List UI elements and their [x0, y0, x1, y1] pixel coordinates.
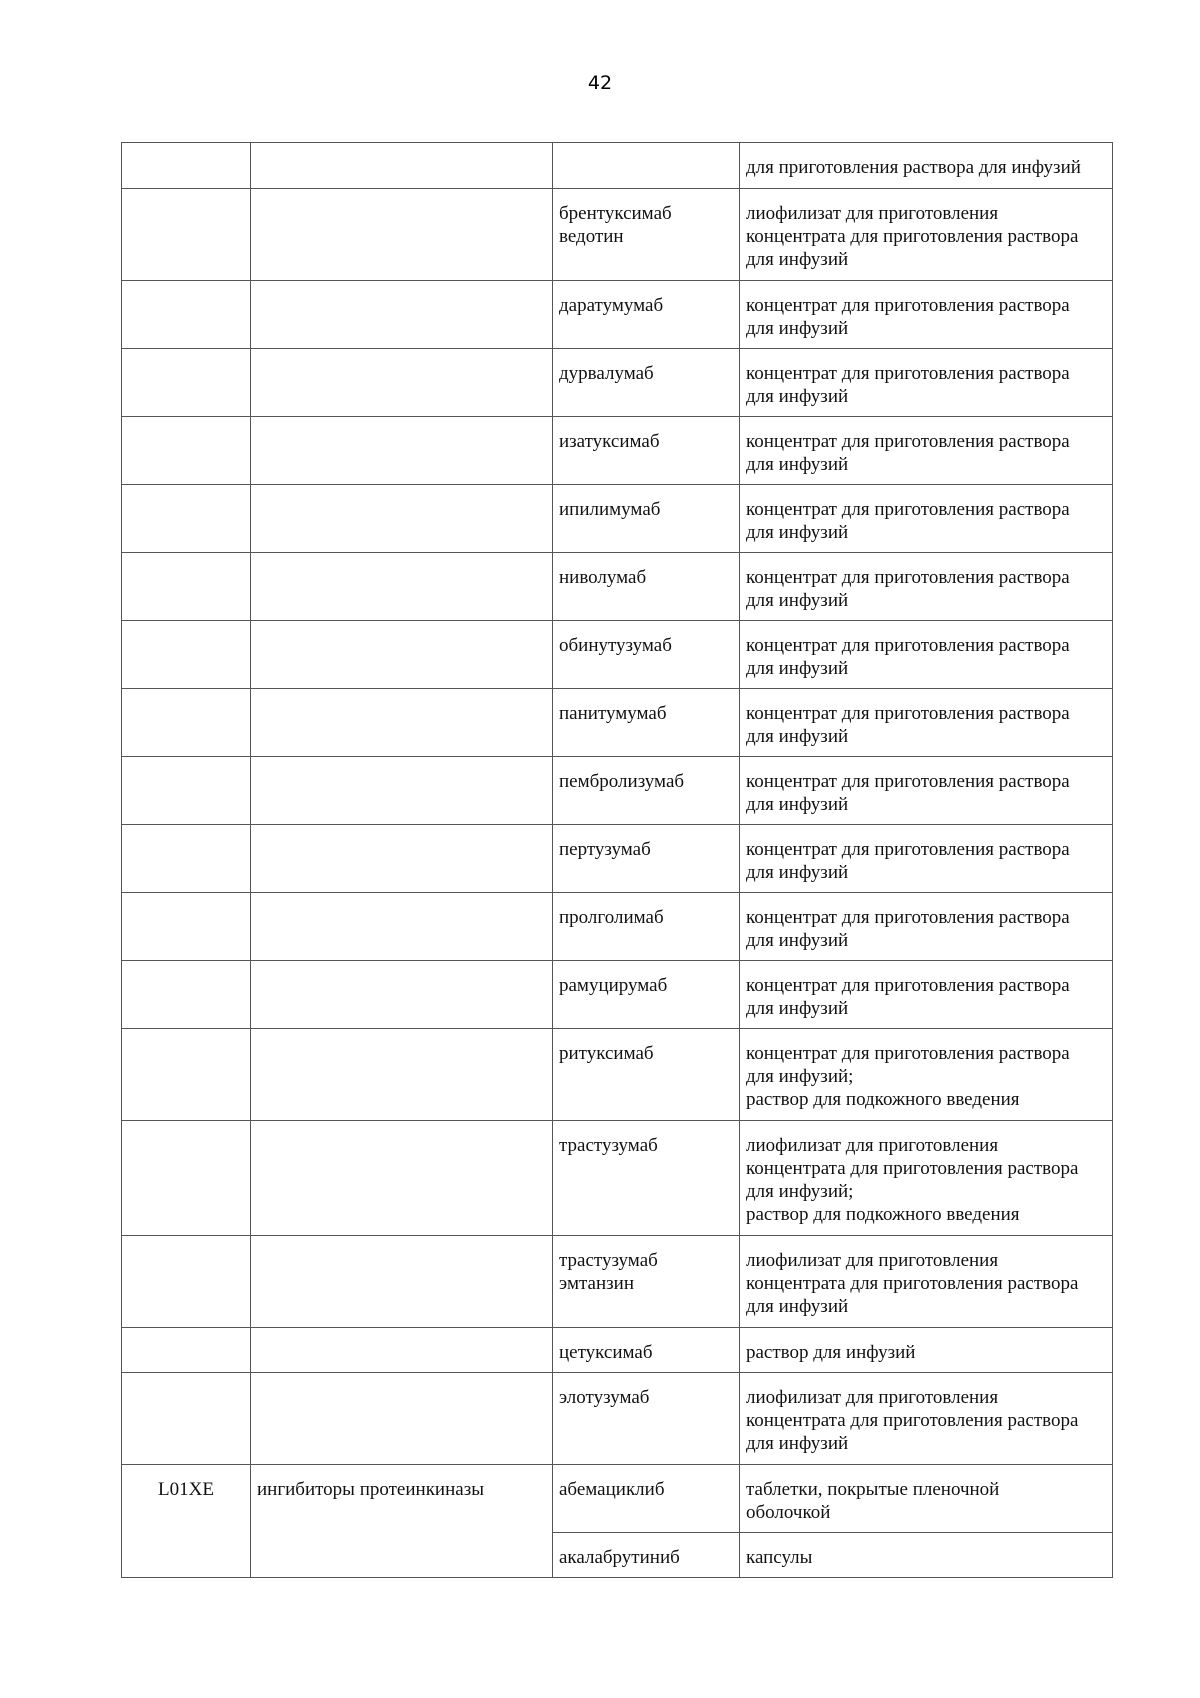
table-row: [122, 349, 1113, 417]
drug-name-cell: трастузумаб эмтанзин: [553, 1236, 740, 1328]
page-number: 42: [587, 72, 613, 94]
dosage-form-cell: концентрат для приготовления раствора для инфузий: [740, 961, 1113, 1029]
table-row: [122, 417, 1113, 485]
table-row: [122, 1328, 1113, 1373]
drug-name-cell: ипилимумаб: [553, 485, 740, 553]
atc-code-cell: [122, 1121, 251, 1236]
atc-code-cell: [122, 189, 251, 281]
table-row: [122, 689, 1113, 757]
drug-name-cell: ритуксимаб: [553, 1029, 740, 1121]
dosage-form-cell: лиофилизат для приготовления концентрата для приготовления раствора для инфузий: [740, 1236, 1113, 1328]
atc-code-cell: [122, 621, 251, 689]
atc-code-cell: [122, 281, 251, 349]
drug-name-cell: рамуцирумаб: [553, 961, 740, 1029]
dosage-form-cell: концентрат для приготовления раствора для инфузий: [740, 417, 1113, 485]
group-name-cell: [251, 1373, 553, 1465]
dosage-form-cell: концентрат для приготовления раствора для инфузий: [740, 349, 1113, 417]
drug-name-cell: цетуксимаб: [553, 1328, 740, 1373]
atc-code-cell: [122, 689, 251, 757]
table-row: [122, 143, 1113, 189]
table-row: [122, 1236, 1113, 1328]
atc-code-cell: [122, 1029, 251, 1121]
table-row: [122, 1465, 1113, 1533]
group-name-cell: [251, 961, 553, 1029]
group-name-cell: [251, 349, 553, 417]
table-row: [122, 485, 1113, 553]
drug-name-cell: трастузумаб: [553, 1121, 740, 1236]
atc-code-cell: [122, 417, 251, 485]
dosage-form-cell: концентрат для приготовления раствора для инфузий: [740, 757, 1113, 825]
drug-name-cell: пембролизумаб: [553, 757, 740, 825]
dosage-form-cell: таблетки, покрытые пленочной оболочкой: [740, 1465, 1113, 1533]
dosage-form-cell: лиофилизат для приготовления концентрата для приготовления раствора для инфузий: [740, 189, 1113, 281]
group-name-cell: [251, 621, 553, 689]
group-name-cell: [251, 825, 553, 893]
drug-name-cell: обинутузумаб: [553, 621, 740, 689]
drug-name-cell: [553, 143, 740, 189]
group-name-cell: [251, 1236, 553, 1328]
dosage-form-cell: концентрат для приготовления раствора для инфузий: [740, 689, 1113, 757]
drug-name-cell: панитумумаб: [553, 689, 740, 757]
table-row: [122, 1121, 1113, 1236]
table-row: [122, 1373, 1113, 1465]
atc-code-cell: [122, 485, 251, 553]
table-row: [122, 825, 1113, 893]
dosage-form-cell: концентрат для приготовления раствора для инфузий: [740, 825, 1113, 893]
group-name-cell: [251, 281, 553, 349]
group-name-cell: [251, 1121, 553, 1236]
dosage-form-cell: концентрат для приготовления раствора для инфузий: [740, 893, 1113, 961]
drug-name-cell: изатуксимаб: [553, 417, 740, 485]
dosage-form-cell: концентрат для приготовления раствора для инфузий: [740, 621, 1113, 689]
drug-name-cell: даратумумаб: [553, 281, 740, 349]
dosage-form-cell: концентрат для приготовления раствора для инфузий; раствор для подкожного введения: [740, 1029, 1113, 1121]
group-name-cell: [251, 1328, 553, 1373]
drug-name-cell: брентуксимаб ведотин: [553, 189, 740, 281]
table-row: [122, 1029, 1113, 1121]
atc-code-cell: [122, 1328, 251, 1373]
drug-name-cell: пролголимаб: [553, 893, 740, 961]
table-row: [122, 281, 1113, 349]
group-name-cell: ингибиторы протеинкиназы: [251, 1465, 553, 1578]
drug-name-cell: акалабрутиниб: [553, 1533, 740, 1578]
group-name-cell: [251, 689, 553, 757]
dosage-form-cell: концентрат для приготовления раствора для инфузий: [740, 281, 1113, 349]
drug-name-cell: элотузумаб: [553, 1373, 740, 1465]
table-row: [122, 757, 1113, 825]
group-name-cell: [251, 893, 553, 961]
group-name-cell: [251, 485, 553, 553]
table-row: [122, 553, 1113, 621]
dosage-form-cell: концентрат для приготовления раствора для инфузий: [740, 485, 1113, 553]
drug-table: [121, 142, 1113, 1578]
atc-code-cell: [122, 1373, 251, 1465]
group-name-cell: [251, 757, 553, 825]
table-row: [122, 621, 1113, 689]
group-name-cell: [251, 189, 553, 281]
atc-code-cell: [122, 1236, 251, 1328]
group-name-cell: [251, 143, 553, 189]
drug-name-cell: дурвалумаб: [553, 349, 740, 417]
group-name-cell: [251, 553, 553, 621]
dosage-form-cell: лиофилизат для приготовления концентрата для приготовления раствора для инфузий; раствор для подкожного введения: [740, 1121, 1113, 1236]
dosage-form-cell: капсулы: [740, 1533, 1113, 1578]
drug-name-cell: пертузумаб: [553, 825, 740, 893]
group-name-cell: [251, 417, 553, 485]
dosage-form-cell: для приготовления раствора для инфузий: [740, 143, 1113, 189]
drug-name-cell: ниволумаб: [553, 553, 740, 621]
dosage-form-cell: концентрат для приготовления раствора для инфузий: [740, 553, 1113, 621]
atc-code-cell: [122, 757, 251, 825]
atc-code-cell: [122, 961, 251, 1029]
atc-code-cell: [122, 553, 251, 621]
table-row: [122, 189, 1113, 281]
atc-code-cell: [122, 143, 251, 189]
table-row: [122, 961, 1113, 1029]
atc-code-cell: L01XE: [122, 1465, 251, 1578]
table-row: [122, 893, 1113, 961]
group-name-cell: [251, 1029, 553, 1121]
atc-code-cell: [122, 825, 251, 893]
dosage-form-cell: лиофилизат для приготовления концентрата для приготовления раствора для инфузий: [740, 1373, 1113, 1465]
atc-code-cell: [122, 893, 251, 961]
table-body: [122, 143, 1113, 1578]
dosage-form-cell: раствор для инфузий: [740, 1328, 1113, 1373]
atc-code-cell: [122, 349, 251, 417]
drug-name-cell: абемациклиб: [553, 1465, 740, 1533]
